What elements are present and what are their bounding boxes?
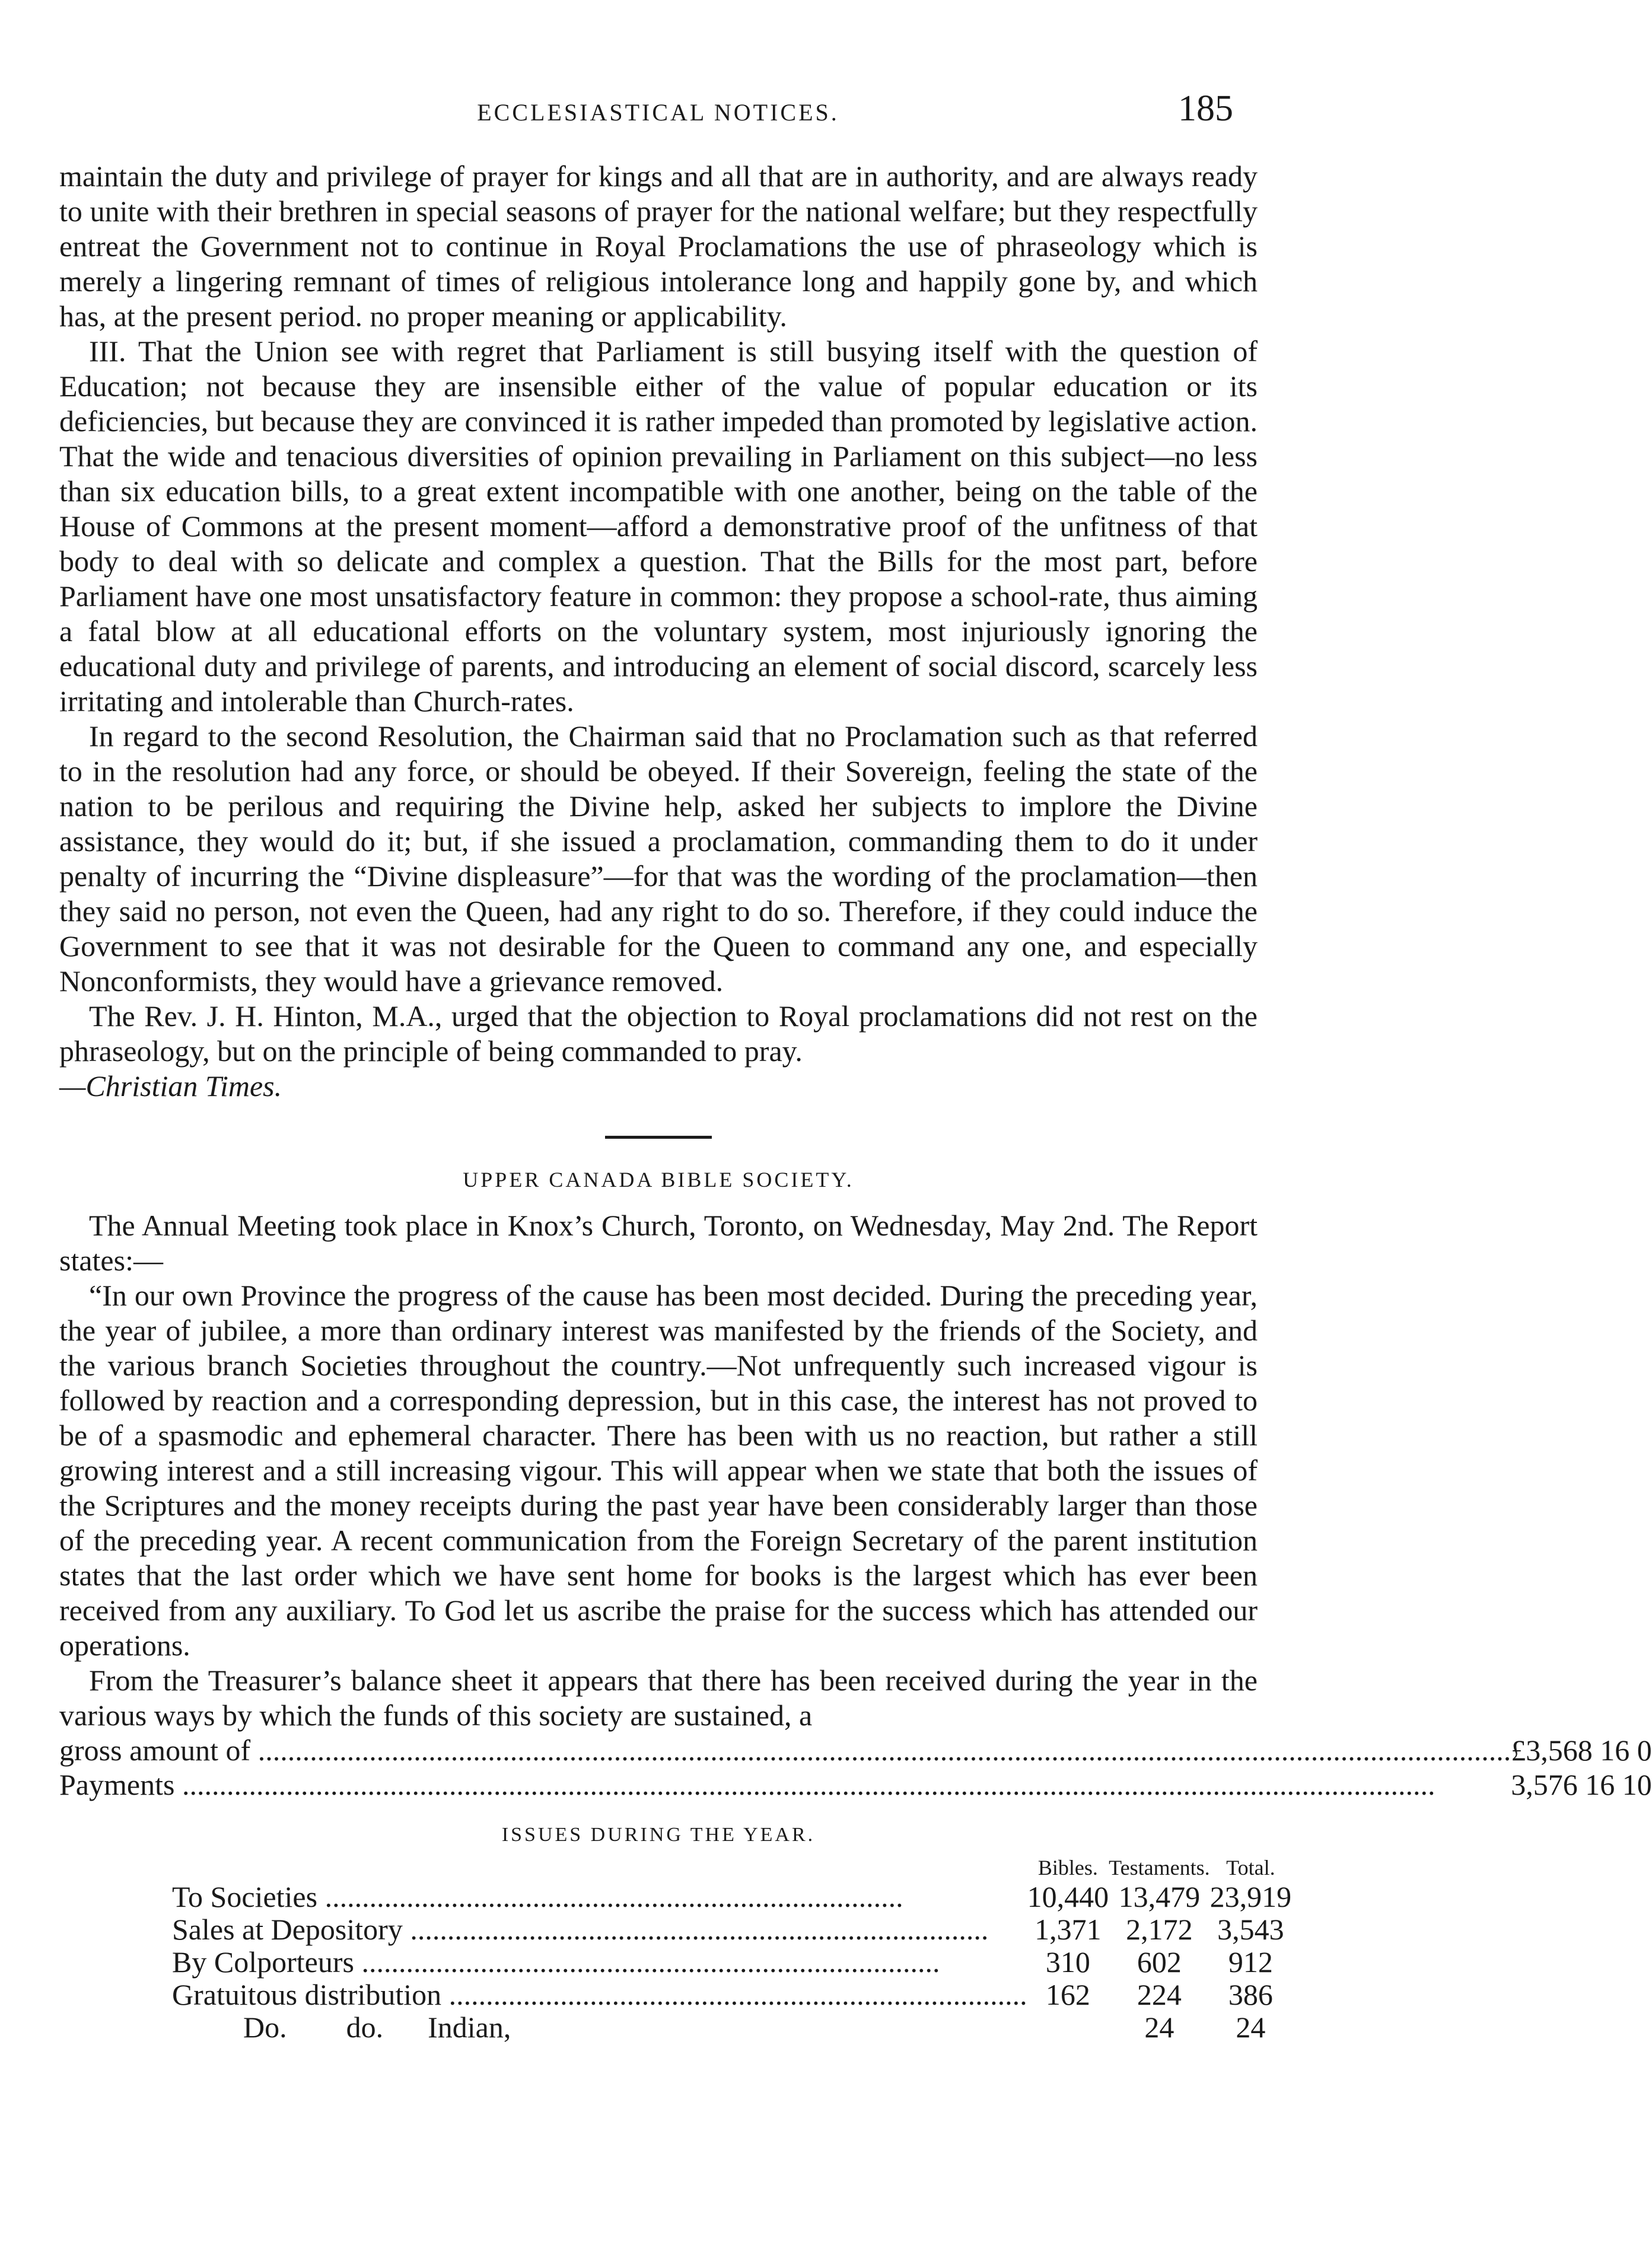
cell-testaments: 2,172 — [1126, 1913, 1193, 1946]
table-row — [172, 1913, 1291, 1946]
cell-bibles: 10,440 — [1027, 1880, 1109, 1913]
cell-total: 23,919 — [1209, 1880, 1292, 1913]
finance-amount: £3,568 16 0 — [1511, 1734, 1652, 1767]
table-row — [172, 1946, 1291, 1979]
table-row — [172, 1979, 1291, 2011]
paragraph-prayer: maintain the duty and privilege of prayer for kings and all that are in authority, and are always ready to unite with their brethren in special seasons of prayer for the national welfare; but they respectfully entreat the Government not to continue in Royal Proclamations the use of phraseology which is merely a lingering remnant of times of religious intolerance long and happily gone by, and which has, at the present period. no proper meaning or applicability. — [59, 160, 1258, 333]
cell-testaments: 24 — [1144, 2011, 1174, 2044]
paragraph-hinton: The Rev. J. H. Hinton, M.A., urged that the objection to Royal proclamations did not rest on the phraseology, but on the principle of being commanded to pray. — [59, 999, 1258, 1068]
issues-header-row — [172, 1855, 1291, 1881]
row-label: Gratuitous distribution ..... — [172, 1979, 1027, 2011]
paragraph-resolution-three: III. That the Union see with regret that Parliament is still busying itself with the question of Education; not because they are insensible either of the value of popular education or its deficiencies, but because they are convinced it is rather impeded than promoted by legislative action. That the wide and tenacious diversities of opinion prevailing in Parliament on this subject—no less than six education bills, to a great extent incompatible with one another, being on the table of the House of Commons at the present moment—afford a demonstrative proof of the unfitness of that body to deal with so delicate and complex a question. That the Bills for the most part, before Parliament have one most unsatisfactory feature in common: they propose a school-rate, thus aiming a fatal blow at all educational efforts on the voluntary system, most injuriously ignoring the educational duty and privilege of parents, and introducing an element of social discord, scarcely less irritating and intolerable than Church-rates. — [59, 335, 1258, 718]
section-divider — [605, 1136, 712, 1139]
running-head — [0, 88, 1316, 135]
cell-total: 386 — [1228, 1978, 1273, 2011]
finance-row — [59, 1767, 1652, 1802]
cell-total: 912 — [1228, 1945, 1273, 1979]
row-label: By Colporteurs ..... — [172, 1946, 1027, 1979]
column-total: Total. — [1226, 1856, 1275, 1880]
finance-table — [59, 1733, 1652, 1802]
finance-row — [59, 1733, 1652, 1767]
row-label: Do. do. Indian, — [243, 2011, 511, 2044]
cell-bibles: 162 — [1045, 1978, 1090, 2011]
paragraph-annual-meeting: The Annual Meeting took place in Knox’s Church, Toronto, on Wednesday, May 2nd. The Report states:— — [59, 1209, 1258, 1277]
issues-table — [172, 1855, 1291, 2044]
finance-label: gross amount of ..... — [59, 1733, 1511, 1767]
cell-bibles: 1,371 — [1035, 1913, 1102, 1946]
body-text — [59, 159, 1652, 2044]
source-citation: —Christian Times. — [59, 1069, 282, 1103]
table-row — [172, 2011, 1291, 2044]
paragraph-chairman: In regard to the second Resolution, the Chairman said that no Proclamation such as that referred to in the resolution had any force, or should be obeyed. If their Sovereign, feeling the state of the nation to be perilous and requiring the Divine help, asked her subjects to implore the Divine assistance, they would do it; but, if she issued a proclamation, commanding them to do it under penalty of incurring the “Divine displeasure”—for that was the wording of the proclamation—then they said no person, not even the Queen, had any right to do so. Therefore, if they could induce the Government to see that it was not desirable for the Queen to command any one, and especially Nonconformists, they would have a grievance removed. — [59, 719, 1258, 998]
column-testaments: Testaments. — [1109, 1856, 1210, 1880]
cell-testaments: 224 — [1137, 1978, 1182, 2011]
running-title: ECCLESIASTICAL NOTICES. — [477, 99, 839, 126]
row-label: Sales at Depository ..... — [172, 1913, 1027, 1946]
page-number: 185 — [1178, 88, 1233, 129]
cell-testaments: 13,479 — [1118, 1880, 1201, 1913]
cell-bibles — [1027, 2011, 1109, 2044]
cell-bibles: 310 — [1045, 1945, 1090, 1979]
table-row — [172, 1881, 1291, 1913]
cell-total: 3,543 — [1217, 1913, 1284, 1946]
row-label: To Societies ..... — [172, 1881, 1027, 1913]
paragraph-report: “In our own Province the progress of the cause has been most decided. During the preceding year, the year of jubilee, a more than ordinary interest was manifested by the friends of the Society, and the various branch Societies throughout the country.—Not unfrequently such increased vigour is followed by reaction and a corresponding depression, but in this case, the interest has not proved to be of a spasmodic and ephemeral character. There has been with us no reaction, but rather a still growing interest and a still increasing vigour. This will appear when we state that both the issues of the Scriptures and the money receipts during the past year have been considerably larger than those of the preceding year. A recent communication from the Foreign Secretary of the parent institution states that the last order which we have sent home for books is the largest which has ever been received from any auxiliary. To God let us ascribe the praise for the success which has attended our operations. — [59, 1279, 1258, 1662]
cell-total: 24 — [1236, 2011, 1266, 2044]
paragraph-treasurer: From the Treasurer’s balance sheet it appears that there has been received during the year in the various ways by which the funds of this society are sustained, a — [59, 1664, 1258, 1732]
issues-title: ISSUES DURING THE YEAR. — [501, 1824, 816, 1846]
column-bibles: Bibles. — [1037, 1856, 1098, 1880]
cell-testaments: 602 — [1137, 1945, 1182, 1979]
section-title: UPPER CANADA BIBLE SOCIETY. — [463, 1168, 854, 1192]
finance-label: Payments ..... — [59, 1767, 1511, 1802]
finance-amount: 3,576 16 10 — [1511, 1768, 1652, 1801]
